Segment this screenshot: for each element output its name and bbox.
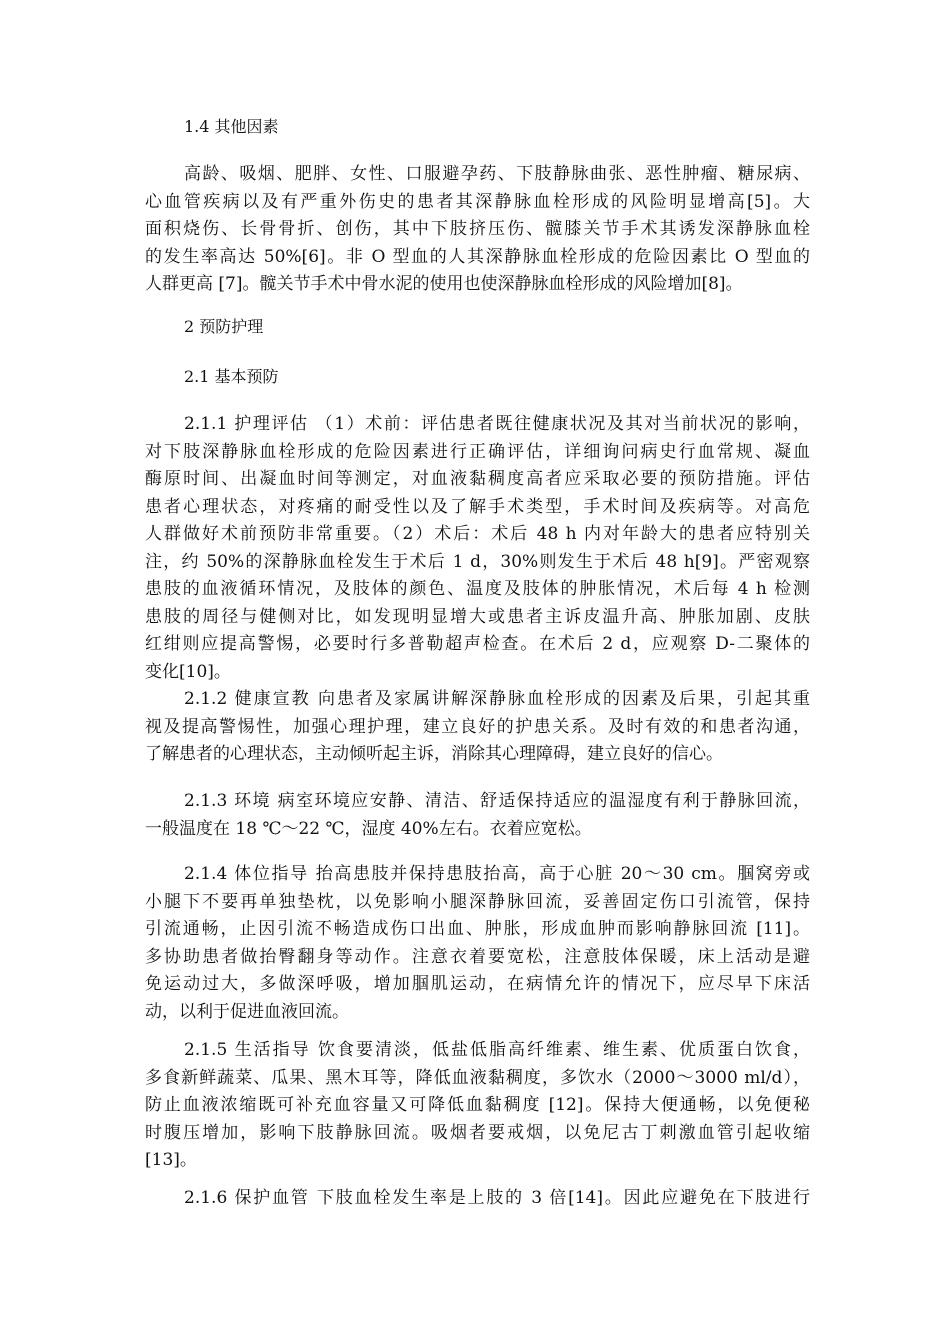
text-line: 2.1.6 保护血管 下肢血栓发生率是上肢的 3 倍[14]。因此应避免在下肢进行: [184, 1188, 810, 1208]
text-line: 视及提高警惕性，加强心理护理，建立良好的护患关系。及时有效的和患者沟通，: [145, 716, 810, 737]
text-line: [13]。: [145, 1150, 197, 1170]
section-heading-2-1: 2.1 基本预防: [184, 367, 279, 386]
section-heading-2: 2 预防护理: [184, 317, 264, 336]
paragraph-vessel-protection: [145, 1185, 810, 1213]
text-line: 时腹压增加，影响下肢静脉回流。吸烟者要戒烟，以免尼古丁刺激血管引起收缩: [145, 1122, 810, 1143]
text-line: 对下肢深静脉血栓形成的危险因素进行正确评估，详细询问病史行血常规、凝血: [145, 441, 810, 462]
paragraph-environment: [145, 788, 810, 843]
text-line: 患肢的周径与健侧对比，如发现明显增大或患者主诉皮温升高、肿胀加剧、皮肤: [145, 606, 810, 627]
text-line: 面积烧伤、长骨骨折、创伤，其中下肢挤压伤、髋膝关节手术其诱发深静脉血栓: [145, 219, 810, 239]
text-line: 防止血液浓缩既可补充血容量又可降低血黏稠度 [12]。保持大便通畅，以免便秘: [145, 1095, 810, 1115]
text-line: 一般温度在 18 ℃～22 ℃，湿度 40%左右。衣着应宽松。: [145, 818, 592, 839]
text-line: 2.1.5 生活指导 饮食要清淡，低盐低脂高纤维素、维生素、优质蛋白饮食，: [184, 1040, 810, 1060]
text-line: 2.1.2 健康宣教 向患者及家属讲解深静脉血栓形成的因素及后果，引起其重: [184, 689, 810, 709]
text-line: 人群做好术前预防非常重要。（2）术后：术后 48 h 内对年龄大的患者应特别关: [145, 524, 810, 544]
text-line: 了解患者的心理状态，主动倾听起主诉，消除其心理障碍，建立良好的信心。: [145, 744, 723, 764]
text-line: 2.1.4 体位指导 抬高患肢并保持患肢抬高，高于心脏 20～30 cm。腘窝旁或: [184, 864, 810, 884]
text-line: 患者心理状态，对疼痛的耐受性以及了解手术类型，手术时间及疾病等。对高危: [145, 496, 810, 517]
paragraph-other-factors: [145, 161, 810, 299]
text-line: 小腿下不要再单独垫枕，以免影响小腿深静脉回流，妥善固定伤口引流管，保持: [145, 891, 810, 912]
text-line: 酶原时间、出凝血时间等测定，对血液黏稠度高者应采取必要的预防措施。评估: [145, 469, 810, 489]
text-line: 心血管疾病以及有严重外伤史的患者其深静脉血栓形成的风险明显增高[5]。大: [145, 191, 810, 212]
paragraph-positioning: [145, 861, 810, 1026]
text-line: 免运动过大，多做深呼吸，增加腘肌运动，在病情允许的情况下，应尽早下床活: [145, 974, 810, 994]
paragraph-nursing-assessment: [145, 411, 810, 686]
text-line: 注，约 50%的深静脉血栓发生于术后 1 d，30%则发生于术后 48 h[9]。严密观察: [145, 551, 810, 572]
text-line: 的发生率高达 50%[6]。非 O 型血的人其深静脉血栓形成的危险因素比 O 型血的: [145, 246, 810, 267]
text-line: 2.1.1 护理评估 （1）术前：评估患者既往健康状况及其对当前状况的影响，: [184, 414, 810, 434]
text-line: 变化[10]。: [145, 661, 231, 682]
text-line: 高龄、吸烟、肥胖、女性、口服避孕药、下肢静脉曲张、恶性肿瘤、糖尿病、: [184, 164, 810, 184]
section-heading-1-4: 1.4 其他因素: [184, 117, 279, 136]
text-line: 红绀则应提高警惕，必要时行多普勒超声检查。在术后 2 d，应观察 D-二聚体的: [145, 634, 810, 654]
text-line: 人群更高 [7]。髋关节手术中骨水泥的使用也使深静脉血栓形成的风险增加[8]。: [145, 274, 743, 294]
paragraph-lifestyle: [145, 1037, 810, 1175]
text-line: 多食新鲜蔬菜、瓜果、黑木耳等，降低血液黏稠度，多饮水（2000～3000 ml/d），: [145, 1067, 810, 1088]
text-line: 患肢的血液循环情况，及肢体的颜色、温度及肢体的肿胀情况，术后每 4 h 检测: [145, 579, 810, 599]
paragraph-health-education: [145, 686, 810, 769]
text-line: 2.1.3 环境 病室环境应安静、清洁、舒适保持适应的温湿度有利于静脉回流，: [184, 791, 810, 811]
text-line: 动，以利于促进血液回流。: [145, 1001, 349, 1022]
text-line: 引流通畅，止因引流不畅造成伤口出血、肿胀，形成血肿而影响静脉回流 [11]。: [145, 919, 810, 939]
text-line: 多协助患者做抬臀翻身等动作。注意衣着要宽松，注意肢体保暖，床上活动是避: [145, 946, 810, 967]
